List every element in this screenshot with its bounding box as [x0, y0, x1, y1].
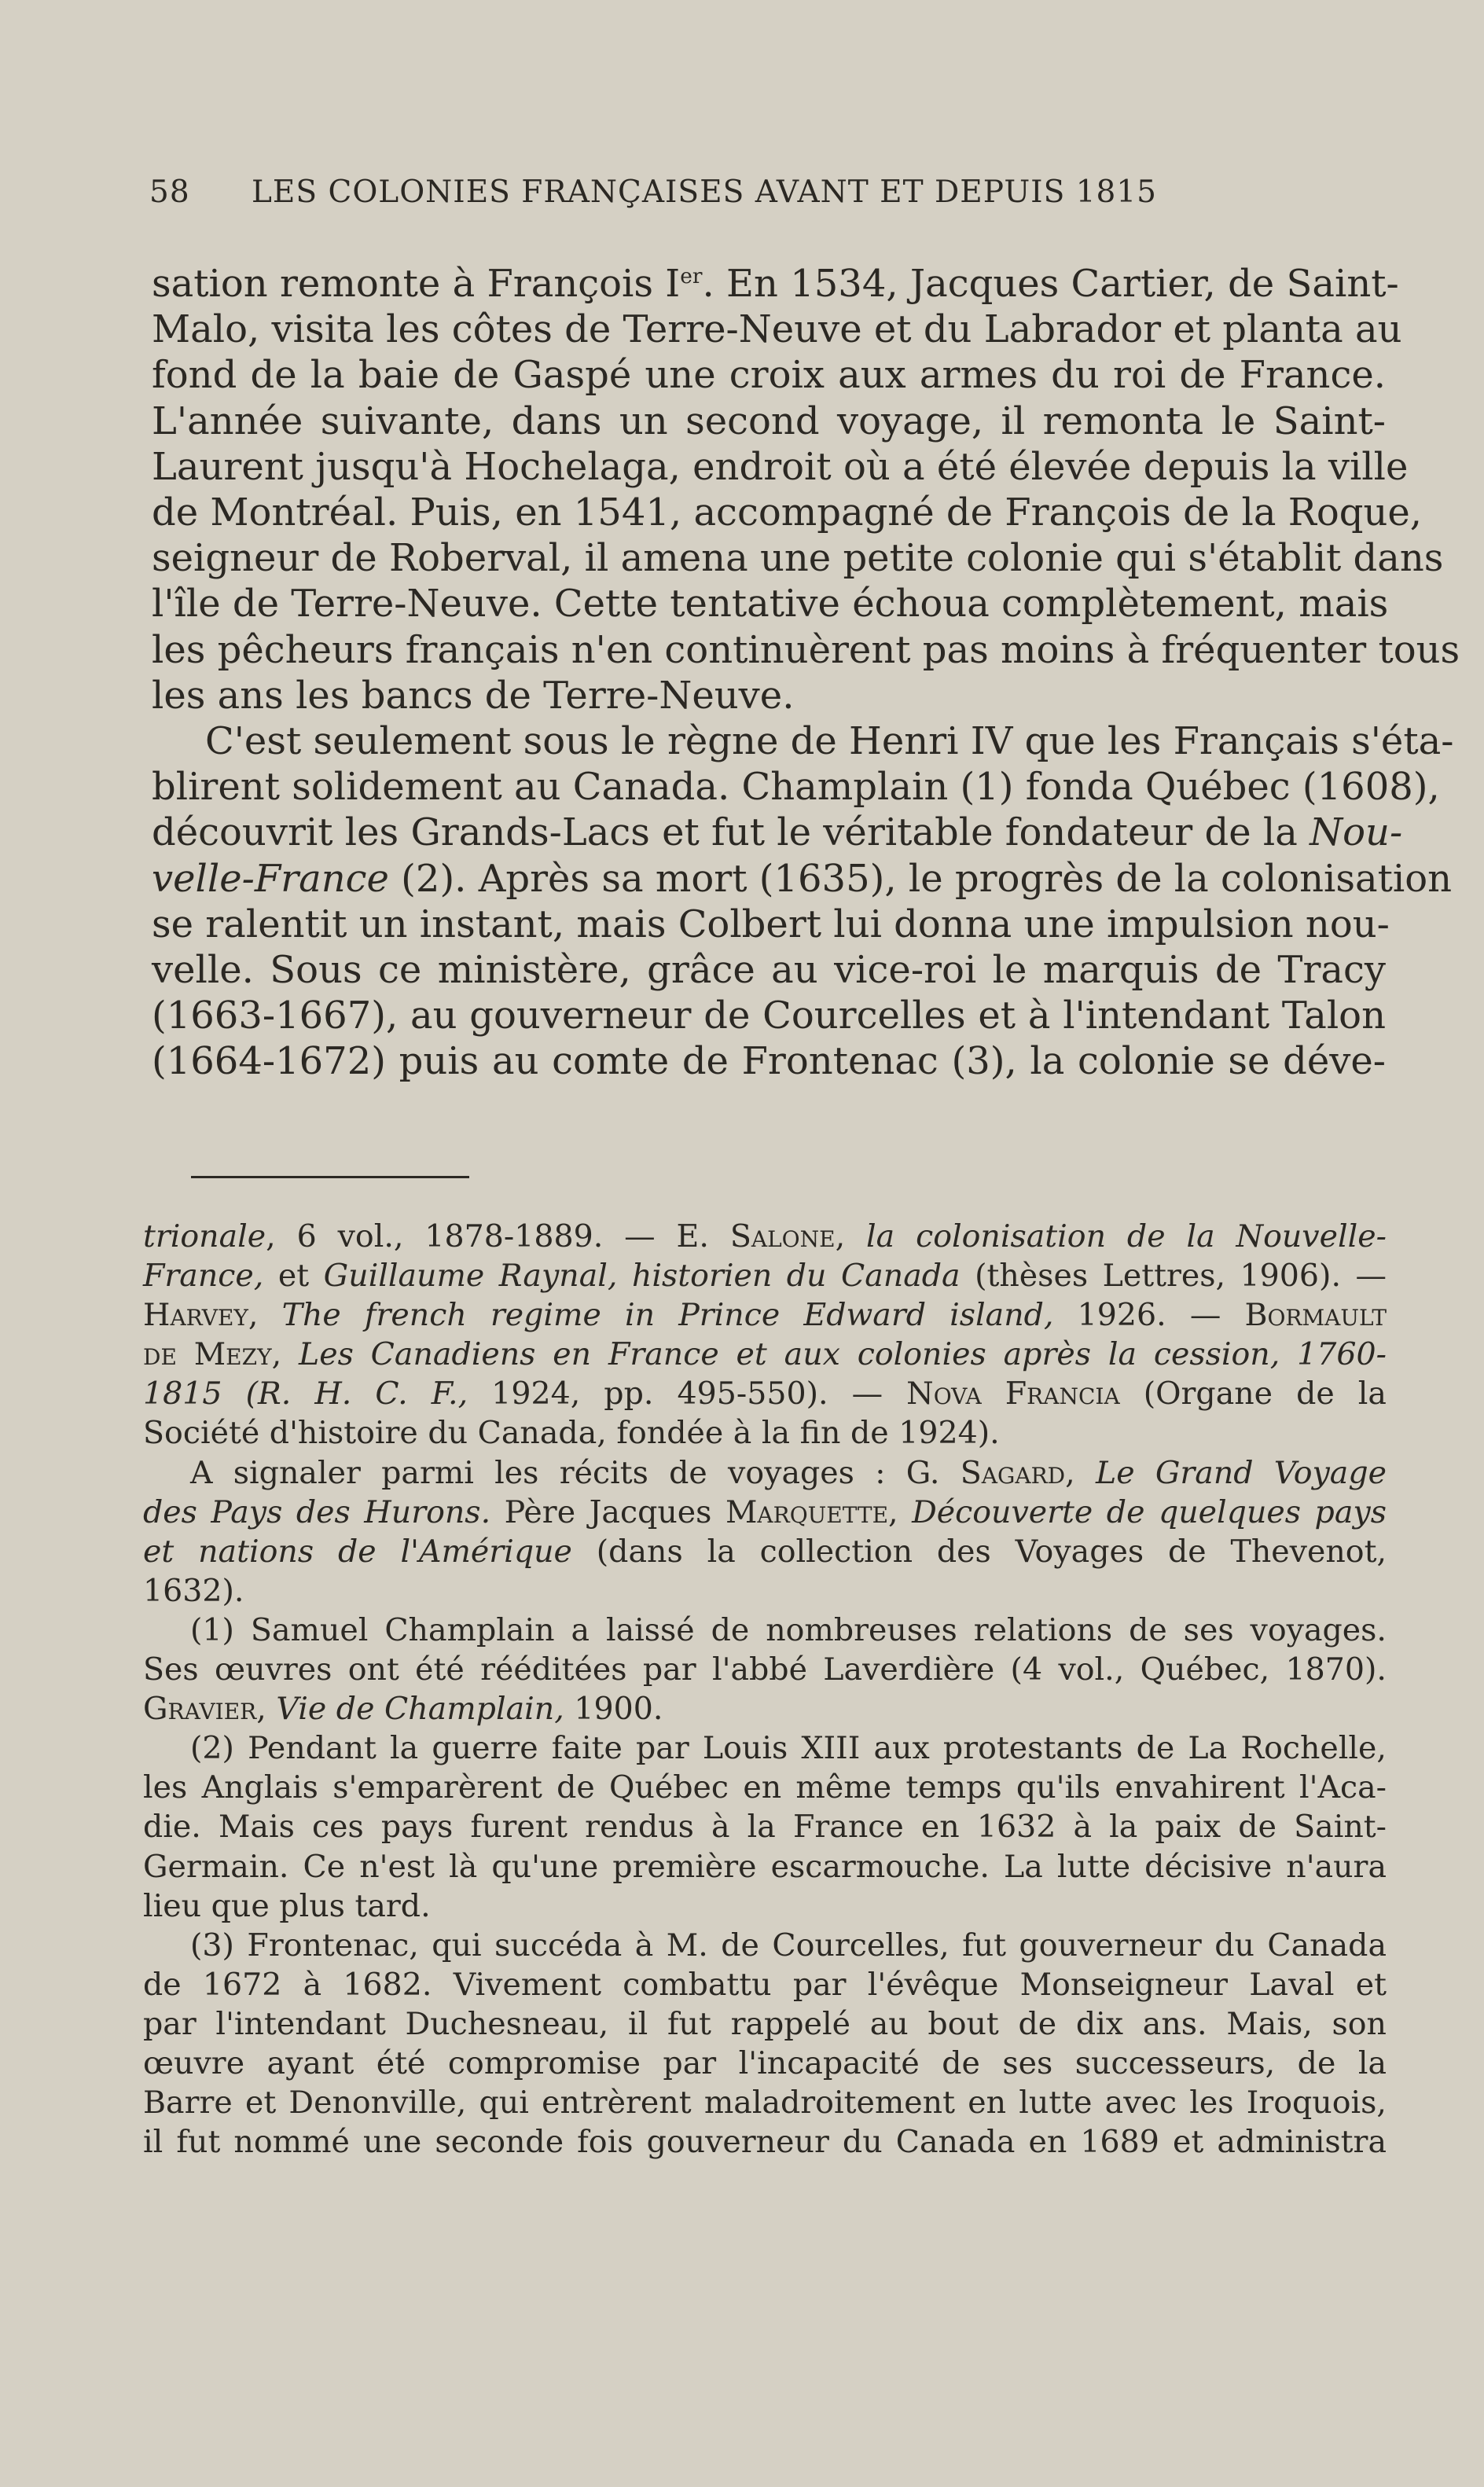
note-line: Germain. Ce n'est là qu'une première escarmouche. La lutte décisive n'aura	[143, 1848, 1387, 1885]
body-line: L'année suivante, dans un second voyage, il remonta le Saint-	[152, 399, 1386, 443]
body-line: Laurent jusqu'à Hochelaga, endroit où a été élevée depuis la ville	[152, 444, 1409, 489]
footnotes	[143, 1217, 1387, 2162]
note-line: lieu que plus tard.	[143, 1887, 431, 1924]
body-line: (1664-1672) puis au comte de Frontenac (3), la colonie se déve-	[152, 1039, 1386, 1084]
note-line: trionale, 6 vol., 1878-1889. — E. Salone, la colonisation de la Nouvelle-	[143, 1218, 1387, 1255]
note-line: de Mezy, Les Canadiens en France et aux colonies après la cession, 1760-	[143, 1336, 1387, 1373]
note-line: France, et Guillaume Raynal, historien du Canada (thèses Lettres, 1906). —	[143, 1258, 1387, 1295]
note-line: (2) Pendant la guerre faite par Louis XIII aux protestants de La Rochelle,	[190, 1730, 1387, 1767]
body-line: se ralentit un instant, mais Colbert lui donna une impulsion nou-	[152, 902, 1390, 946]
body-line: de Montréal. Puis, en 1541, accompagné de François de la Roque,	[152, 490, 1423, 535]
note-line: de 1672 à 1682. Vivement combattu par l'évêque Monseigneur Laval et	[143, 1966, 1387, 2003]
note-line: Gravier, Vie de Champlain, 1900.	[143, 1691, 663, 1728]
note-line: les Anglais s'emparèrent de Québec en même temps qu'ils envahirent l'Aca-	[143, 1769, 1387, 1806]
main-text	[152, 261, 1460, 1085]
body-line: C'est seulement sous le règne de Henri IV que les Français s'éta-	[205, 719, 1454, 764]
note-line: et nations de l'Amérique (dans la collection des Voyages de Thevenot,	[143, 1533, 1387, 1570]
note-line: Société d'histoire du Canada, fondée à la fin de 1924).	[143, 1415, 1000, 1452]
note-line: 1815 (R. H. C. F., 1924, pp. 495-550). — Nova Francia (Organe de la	[143, 1376, 1387, 1412]
body-line: velle. Sous ce ministère, grâce au vice-roi le marquis de Tracy	[152, 948, 1386, 993]
note-line: par l'intendant Duchesneau, il fut rappelé au bout de dix ans. Mais, son	[143, 2005, 1387, 2042]
footnote-separator	[191, 1176, 469, 1178]
body-line: fond de la baie de Gaspé une croix aux armes du roi de France.	[152, 353, 1386, 398]
body-line: blirent solidement au Canada. Champlain (1) fonda Québec (1608),	[152, 765, 1440, 810]
body-line: velle-France (2). Après sa mort (1635), le progrès de la colonisation	[152, 856, 1453, 901]
note-line: Harvey, The french regime in Prince Edward island, 1926. — Bormault	[143, 1297, 1387, 1334]
body-line: sation remonte à François Ier. En 1534, Jacques Cartier, de Saint-	[152, 262, 1399, 306]
note-line: œuvre ayant été compromise par l'incapacité de ses successeurs, de la	[143, 2044, 1387, 2081]
note-line: Ses œuvres ont été rééditées par l'abbé Laverdière (4 vol., Québec, 1870).	[143, 1651, 1387, 1688]
note-line: (3) Frontenac, qui succéda à M. de Courcelles, fut gouverneur du Canada	[190, 1927, 1387, 1964]
note-line: (1) Samuel Champlain a laissé de nombreuses relations de ses voyages.	[190, 1611, 1387, 1648]
note-line: des Pays des Hurons. Père Jacques Marquette, Découverte de quelques pays	[143, 1493, 1387, 1530]
note-line: Barre et Denonville, qui entrèrent maladroitement en lutte avec les Iroquois,	[143, 2085, 1387, 2121]
body-line: (1663-1667), au gouverneur de Courcelles et à l'intendant Talon	[152, 994, 1386, 1038]
body-line: découvrit les Grands-Lacs et fut le véritable fondateur de la Nou-	[152, 810, 1403, 855]
body-line: l'île de Terre-Neuve. Cette tentative échoua complètement, mais	[152, 582, 1389, 626]
body-line: les pêcheurs français n'en continuèrent pas moins à fréquenter tous	[152, 627, 1460, 672]
note-line: A signaler parmi les récits de voyages : G. Sagard, Le Grand Voyage	[190, 1454, 1387, 1491]
running-header	[149, 174, 1265, 230]
note-line: 1632).	[143, 1572, 244, 1609]
running-title: LES COLONIES FRANÇAISES AVANT ET DEPUIS 1815	[252, 174, 1157, 210]
note-line: il fut nommé une seconde fois gouverneur du Canada en 1689 et administra	[143, 2124, 1387, 2161]
note-line: die. Mais ces pays furent rendus à la France en 1632 à la paix de Saint-	[143, 1809, 1387, 1846]
page-number: 58	[149, 174, 190, 210]
body-line: les ans les bancs de Terre-Neuve.	[152, 673, 795, 718]
body-line: Malo, visita les côtes de Terre-Neuve et du Labrador et planta au	[152, 307, 1402, 352]
body-line: seigneur de Roberval, il amena une petite colonie qui s'établit dans	[152, 536, 1444, 581]
